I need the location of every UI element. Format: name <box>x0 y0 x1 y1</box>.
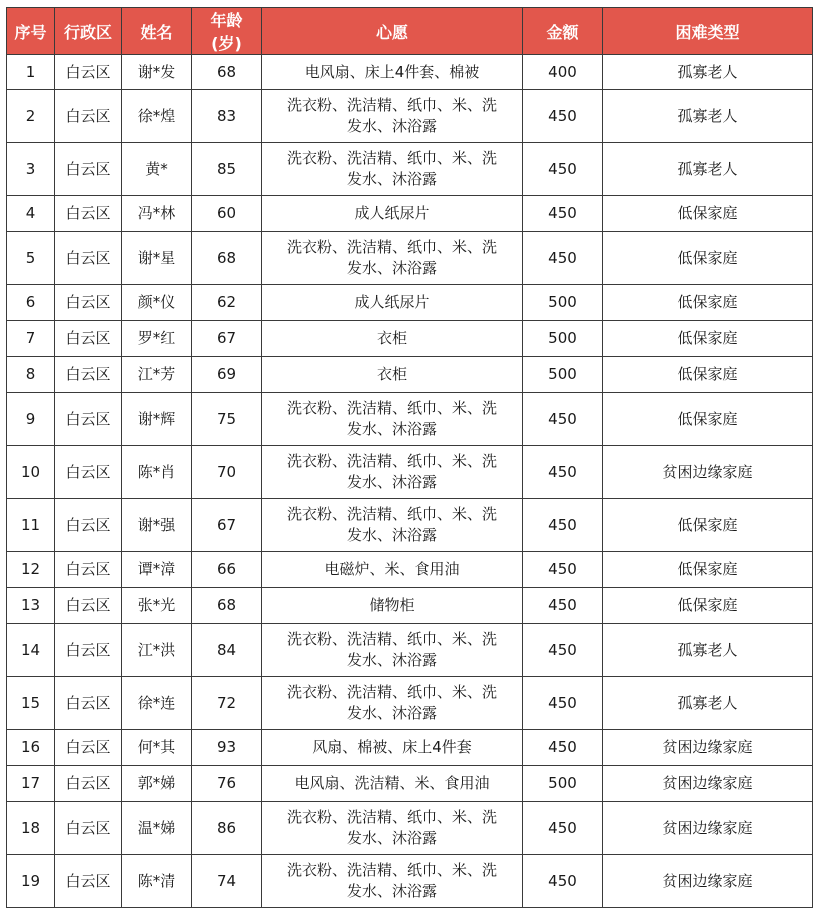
cell-age: 70 <box>192 446 262 499</box>
wish-text: 衣柜 <box>376 365 407 383</box>
header-cell-amount: 金额 <box>523 8 603 55</box>
cell-amount: 450 <box>523 196 603 232</box>
wish-text: 洗衣粉、洗洁精、纸巾、米、洗发水、沐浴露 <box>286 238 497 277</box>
cell-number: 4 <box>7 196 55 232</box>
header-cell-age: 年龄(岁) <box>192 8 262 55</box>
cell-district: 白云区 <box>55 802 122 855</box>
cell-hardship-type: 低保家庭 <box>603 499 813 552</box>
cell-age: 74 <box>192 855 262 908</box>
table-row <box>7 552 813 588</box>
cell-wish <box>262 232 523 285</box>
cell-age: 68 <box>192 55 262 90</box>
table-row <box>7 499 813 552</box>
wish-text: 洗衣粉、洗洁精、纸巾、米、洗发水、沐浴露 <box>286 399 497 438</box>
cell-district: 白云区 <box>55 196 122 232</box>
cell-wish <box>262 624 523 677</box>
cell-district: 白云区 <box>55 143 122 196</box>
cell-number: 6 <box>7 285 55 321</box>
cell-wish <box>262 677 523 730</box>
wish-text: 洗衣粉、洗洁精、纸巾、米、洗发水、沐浴露 <box>286 808 497 847</box>
table-row <box>7 730 813 766</box>
cell-district: 白云区 <box>55 232 122 285</box>
cell-wish <box>262 357 523 393</box>
wish-text: 电磁炉、米、食用油 <box>324 560 460 578</box>
cell-district: 白云区 <box>55 393 122 446</box>
cell-age: 62 <box>192 285 262 321</box>
cell-number: 3 <box>7 143 55 196</box>
cell-hardship-type: 贫困边缘家庭 <box>603 855 813 908</box>
cell-name: 陈*清 <box>122 855 192 908</box>
cell-amount: 450 <box>523 552 603 588</box>
cell-district: 白云区 <box>55 677 122 730</box>
wishes-table <box>6 7 813 908</box>
cell-amount: 500 <box>523 766 603 802</box>
cell-wish <box>262 90 523 143</box>
cell-hardship-type: 低保家庭 <box>603 285 813 321</box>
cell-number: 8 <box>7 357 55 393</box>
cell-age: 76 <box>192 766 262 802</box>
cell-number: 16 <box>7 730 55 766</box>
cell-wish <box>262 802 523 855</box>
table-row <box>7 446 813 499</box>
wish-text: 洗衣粉、洗洁精、纸巾、米、洗发水、沐浴露 <box>286 452 497 491</box>
header-cell-number: 序号 <box>7 8 55 55</box>
cell-age: 72 <box>192 677 262 730</box>
cell-age: 85 <box>192 143 262 196</box>
cell-hardship-type: 贫困边缘家庭 <box>603 446 813 499</box>
cell-wish <box>262 730 523 766</box>
cell-amount: 450 <box>523 499 603 552</box>
cell-age: 68 <box>192 232 262 285</box>
cell-hardship-type: 孤寡老人 <box>603 677 813 730</box>
cell-number: 18 <box>7 802 55 855</box>
cell-amount: 450 <box>523 855 603 908</box>
cell-district: 白云区 <box>55 55 122 90</box>
header-cell-name: 姓名 <box>122 8 192 55</box>
cell-number: 19 <box>7 855 55 908</box>
cell-amount: 450 <box>523 730 603 766</box>
cell-hardship-type: 低保家庭 <box>603 196 813 232</box>
wish-text: 洗衣粉、洗洁精、纸巾、米、洗发水、沐浴露 <box>286 505 497 544</box>
table-row <box>7 285 813 321</box>
table-row <box>7 588 813 624</box>
cell-amount: 450 <box>523 143 603 196</box>
cell-district: 白云区 <box>55 90 122 143</box>
table-row <box>7 232 813 285</box>
header-cell-district: 行政区 <box>55 8 122 55</box>
cell-amount: 450 <box>523 90 603 143</box>
table-header <box>7 8 813 55</box>
cell-hardship-type: 孤寡老人 <box>603 90 813 143</box>
cell-name: 谭*漳 <box>122 552 192 588</box>
cell-wish <box>262 393 523 446</box>
cell-hardship-type: 孤寡老人 <box>603 624 813 677</box>
cell-name: 张*光 <box>122 588 192 624</box>
cell-name: 徐*连 <box>122 677 192 730</box>
cell-hardship-type: 低保家庭 <box>603 393 813 446</box>
table-row <box>7 143 813 196</box>
table-row <box>7 855 813 908</box>
cell-district: 白云区 <box>55 855 122 908</box>
cell-number: 15 <box>7 677 55 730</box>
cell-amount: 500 <box>523 357 603 393</box>
wish-text: 风扇、棉被、床上4件套 <box>312 738 472 756</box>
cell-amount: 450 <box>523 393 603 446</box>
cell-number: 13 <box>7 588 55 624</box>
cell-number: 14 <box>7 624 55 677</box>
cell-number: 10 <box>7 446 55 499</box>
table-row <box>7 90 813 143</box>
cell-name: 江*芳 <box>122 357 192 393</box>
cell-name: 谢*星 <box>122 232 192 285</box>
cell-wish <box>262 196 523 232</box>
cell-district: 白云区 <box>55 446 122 499</box>
table-row <box>7 357 813 393</box>
cell-amount: 450 <box>523 677 603 730</box>
cell-age: 67 <box>192 321 262 357</box>
cell-hardship-type: 低保家庭 <box>603 357 813 393</box>
cell-age: 60 <box>192 196 262 232</box>
wish-text: 成人纸尿片 <box>354 293 430 311</box>
cell-name: 谢*辉 <box>122 393 192 446</box>
cell-name: 黄* <box>122 143 192 196</box>
wish-text: 成人纸尿片 <box>354 204 430 222</box>
cell-age: 86 <box>192 802 262 855</box>
wish-text: 电风扇、洗洁精、米、食用油 <box>294 774 490 792</box>
cell-amount: 450 <box>523 232 603 285</box>
cell-hardship-type: 贫困边缘家庭 <box>603 802 813 855</box>
cell-hardship-type: 孤寡老人 <box>603 55 813 90</box>
cell-amount: 500 <box>523 321 603 357</box>
cell-district: 白云区 <box>55 588 122 624</box>
cell-district: 白云区 <box>55 766 122 802</box>
cell-age: 93 <box>192 730 262 766</box>
cell-name: 冯*林 <box>122 196 192 232</box>
cell-district: 白云区 <box>55 624 122 677</box>
cell-age: 67 <box>192 499 262 552</box>
cell-hardship-type: 孤寡老人 <box>603 143 813 196</box>
cell-name: 温*娣 <box>122 802 192 855</box>
cell-wish <box>262 321 523 357</box>
cell-wish <box>262 855 523 908</box>
cell-number: 11 <box>7 499 55 552</box>
cell-amount: 450 <box>523 446 603 499</box>
cell-hardship-type: 贫困边缘家庭 <box>603 730 813 766</box>
cell-name: 谢*强 <box>122 499 192 552</box>
cell-age: 68 <box>192 588 262 624</box>
cell-hardship-type: 低保家庭 <box>603 321 813 357</box>
cell-name: 徐*煌 <box>122 90 192 143</box>
cell-name: 颜*仪 <box>122 285 192 321</box>
table-row <box>7 624 813 677</box>
cell-age: 75 <box>192 393 262 446</box>
cell-number: 7 <box>7 321 55 357</box>
cell-district: 白云区 <box>55 321 122 357</box>
cell-wish <box>262 552 523 588</box>
cell-hardship-type: 低保家庭 <box>603 232 813 285</box>
cell-number: 1 <box>7 55 55 90</box>
cell-name: 陈*肖 <box>122 446 192 499</box>
cell-number: 17 <box>7 766 55 802</box>
wish-text: 储物柜 <box>369 596 415 614</box>
cell-amount: 450 <box>523 624 603 677</box>
cell-age: 83 <box>192 90 262 143</box>
table-row <box>7 55 813 90</box>
cell-wish <box>262 285 523 321</box>
cell-amount: 400 <box>523 55 603 90</box>
table-row <box>7 677 813 730</box>
cell-wish <box>262 143 523 196</box>
cell-hardship-type: 贫困边缘家庭 <box>603 766 813 802</box>
cell-district: 白云区 <box>55 285 122 321</box>
cell-name: 何*其 <box>122 730 192 766</box>
cell-age: 84 <box>192 624 262 677</box>
table-body <box>7 55 813 908</box>
cell-district: 白云区 <box>55 552 122 588</box>
wish-text: 洗衣粉、洗洁精、纸巾、米、洗发水、沐浴露 <box>286 861 497 900</box>
cell-name: 谢*发 <box>122 55 192 90</box>
cell-wish <box>262 766 523 802</box>
table-row <box>7 196 813 232</box>
cell-amount: 450 <box>523 588 603 624</box>
cell-wish <box>262 588 523 624</box>
wish-text: 电风扇、床上4件套、棉被 <box>304 62 480 81</box>
cell-wish <box>262 446 523 499</box>
wish-text: 洗衣粉、洗洁精、纸巾、米、洗发水、沐浴露 <box>286 96 497 135</box>
cell-wish <box>262 55 523 90</box>
header-cell-hardship-type: 困难类型 <box>603 8 813 55</box>
wish-text: 洗衣粉、洗洁精、纸巾、米、洗发水、沐浴露 <box>286 683 497 722</box>
cell-wish <box>262 499 523 552</box>
cell-hardship-type: 低保家庭 <box>603 588 813 624</box>
cell-number: 5 <box>7 232 55 285</box>
wish-text: 洗衣粉、洗洁精、纸巾、米、洗发水、沐浴露 <box>286 630 497 669</box>
cell-age: 69 <box>192 357 262 393</box>
cell-amount: 500 <box>523 285 603 321</box>
table-row <box>7 321 813 357</box>
table-row <box>7 393 813 446</box>
table-row <box>7 766 813 802</box>
cell-district: 白云区 <box>55 730 122 766</box>
cell-hardship-type: 低保家庭 <box>603 552 813 588</box>
table-row <box>7 802 813 855</box>
header-row <box>7 8 813 55</box>
cell-number: 12 <box>7 552 55 588</box>
cell-name: 江*洪 <box>122 624 192 677</box>
cell-name: 郭*娣 <box>122 766 192 802</box>
cell-number: 9 <box>7 393 55 446</box>
wish-text: 衣柜 <box>376 329 407 347</box>
cell-name: 罗*红 <box>122 321 192 357</box>
cell-district: 白云区 <box>55 357 122 393</box>
cell-amount: 450 <box>523 802 603 855</box>
cell-number: 2 <box>7 90 55 143</box>
header-cell-wish: 心愿 <box>262 8 523 55</box>
cell-district: 白云区 <box>55 499 122 552</box>
cell-age: 66 <box>192 552 262 588</box>
wish-text: 洗衣粉、洗洁精、纸巾、米、洗发水、沐浴露 <box>286 149 497 188</box>
